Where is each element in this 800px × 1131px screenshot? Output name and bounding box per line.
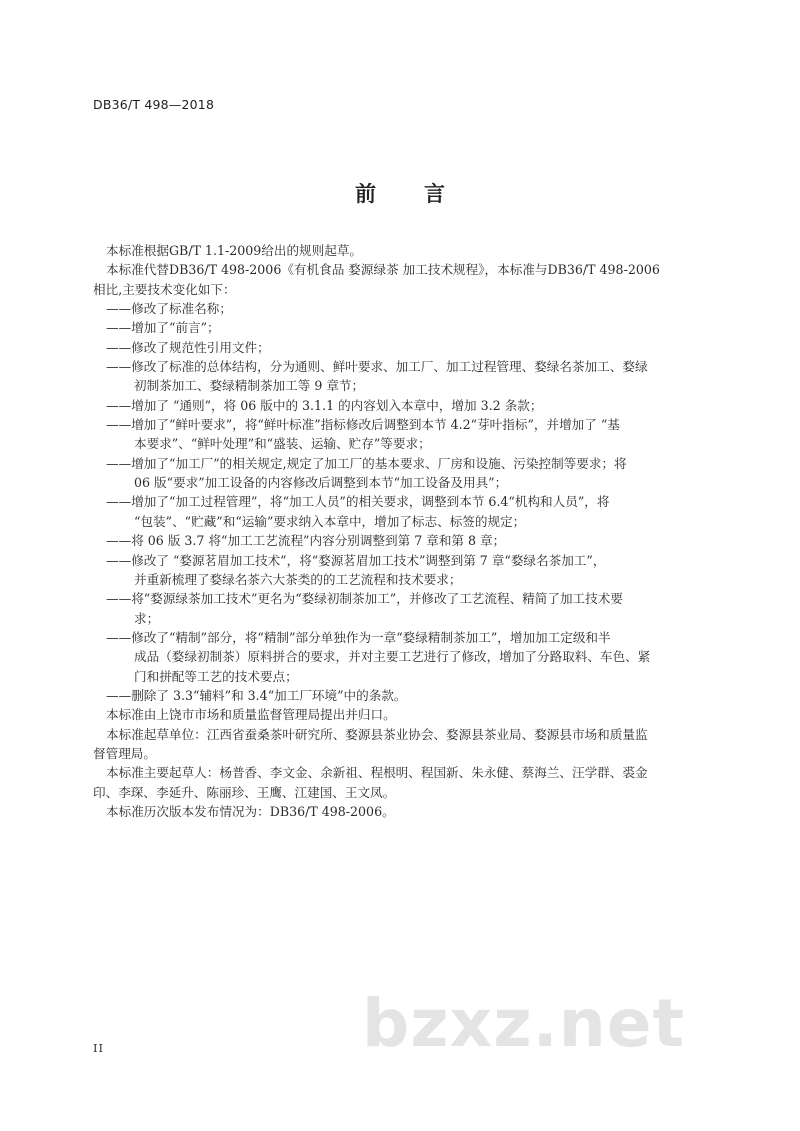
change-list-line: ——增加了“鲜叶要求”，将“鲜叶标准”指标修改后调整到本节 4.2“芽叶指标”，并增加了 “基 — [106, 417, 620, 433]
change-list-line: 并重新梳理了婺绿名茶六大茶类的的工艺流程和技术要求； — [134, 571, 462, 587]
change-list-line: ——增加了“前言”； — [106, 320, 220, 336]
change-list-line: ——增加了“加工过程管理”，将“加工人员”的相关要求，调整到本节 6.4“机构和人员”，将 — [106, 494, 610, 510]
change-list-line: “包装”、“贮藏”和“运输”要求纳入本章中，增加了标志、标签的规定； — [134, 513, 526, 529]
change-list-line: ——将“婺源绿茶加工技术”更名为“婺绿初制茶加工”，并修改了工艺流程、精简了加工技术要 — [106, 591, 623, 607]
paragraph-line: 本标准历次版本发布情况为：DB36/T 498-2006。 — [106, 803, 395, 819]
change-list-line: 求； — [134, 610, 160, 626]
change-list-line: ——修改了标准名称； — [106, 301, 232, 317]
foreword-body — [93, 241, 715, 821]
change-list-line: 门和拼配等工艺的技术要点； — [134, 668, 298, 684]
change-list-line: ——修改了“精制”部分，将“精制”部分单独作为一章“婺绿精制茶加工”，增加加工定级和半 — [106, 629, 611, 645]
paragraph-line: 印、李琛、李延升、陈丽珍、王鹰、江建国、王文凤。 — [93, 784, 396, 800]
paragraph-line: 本标准代替DB36/T 498-2006《有机食品 婺源绿茶 加工技术规程》，本标准与DB36/T 498-2006 — [106, 262, 660, 278]
page-title — [0, 178, 800, 208]
paragraph-line: 本标准由上饶市市场和质量监督管理局提出并归口。 — [106, 707, 396, 723]
change-list-line: ——删除了 3.3“辅料”和 3.4“加工厂环境”中的条款。 — [106, 687, 407, 703]
change-list-line: ——修改了 “婺源茗眉加工技术”，将“婺源茗眉加工技术”调整到第 7 章“婺绿名茶加工”， — [106, 552, 606, 568]
change-list-line: ——将 06 版 3.7 将“加工工艺流程”内容分别调整到第 7 章和第 8 章； — [106, 533, 506, 549]
change-list-line: ——修改了规范性引用文件； — [106, 339, 270, 355]
paragraph-line: 相比,主要技术变化如下： — [93, 281, 236, 297]
paragraph-line: 本标准主要起草人：杨普香、李文金、余新祖、程根明、程国新、朱永健、蔡海兰、汪学群、裘金 — [106, 765, 648, 781]
change-list-line: ——修改了标准的总体结构，分为通则、鲜叶要求、加工厂、加工过程管理、婺绿名茶加工、婺绿 — [106, 359, 648, 375]
paragraph-line: 本标准根据GB/T 1.1-2009给出的规则起草。 — [106, 243, 363, 258]
watermark: bzxz.net — [362, 985, 686, 1062]
change-list-line: 成品（婺绿初制茶）原料拼合的要求，并对主要工艺进行了修改，增加了分路取料、车色、紧 — [134, 649, 651, 665]
page-number: II — [93, 1041, 105, 1055]
change-list-line: 初制茶加工、婺绿精制茶加工等 9 章节； — [134, 378, 365, 394]
title-char: 前 — [355, 182, 376, 206]
paragraph-line: 督管理局。 — [93, 745, 156, 761]
paragraph-line: 本标准起草单位：江西省蚕桑茶叶研究所、婺源县茶业协会、婺源县茶业局、婺源县市场和质量监 — [106, 726, 648, 742]
change-list-line: 06 版“要求”加工设备的内容修改后调整到本节“加工设备及用具”； — [134, 475, 508, 491]
change-list-line: 本要求”、“鲜叶处理”和“盛装、运输、贮存”等要求； — [134, 436, 431, 452]
title-char: 言 — [424, 182, 445, 206]
change-list-line: ——增加了“加工厂”的相关规定,规定了加工厂的基本要求、厂房和设施、污染控制等要求；将 — [106, 455, 627, 471]
document-number: DB36/T 498—2018 — [93, 97, 215, 112]
change-list-line: ——增加了 “通则”，将 06 版中的 3.1.1 的内容划入本章中，增加 3.2 条款； — [106, 397, 543, 413]
